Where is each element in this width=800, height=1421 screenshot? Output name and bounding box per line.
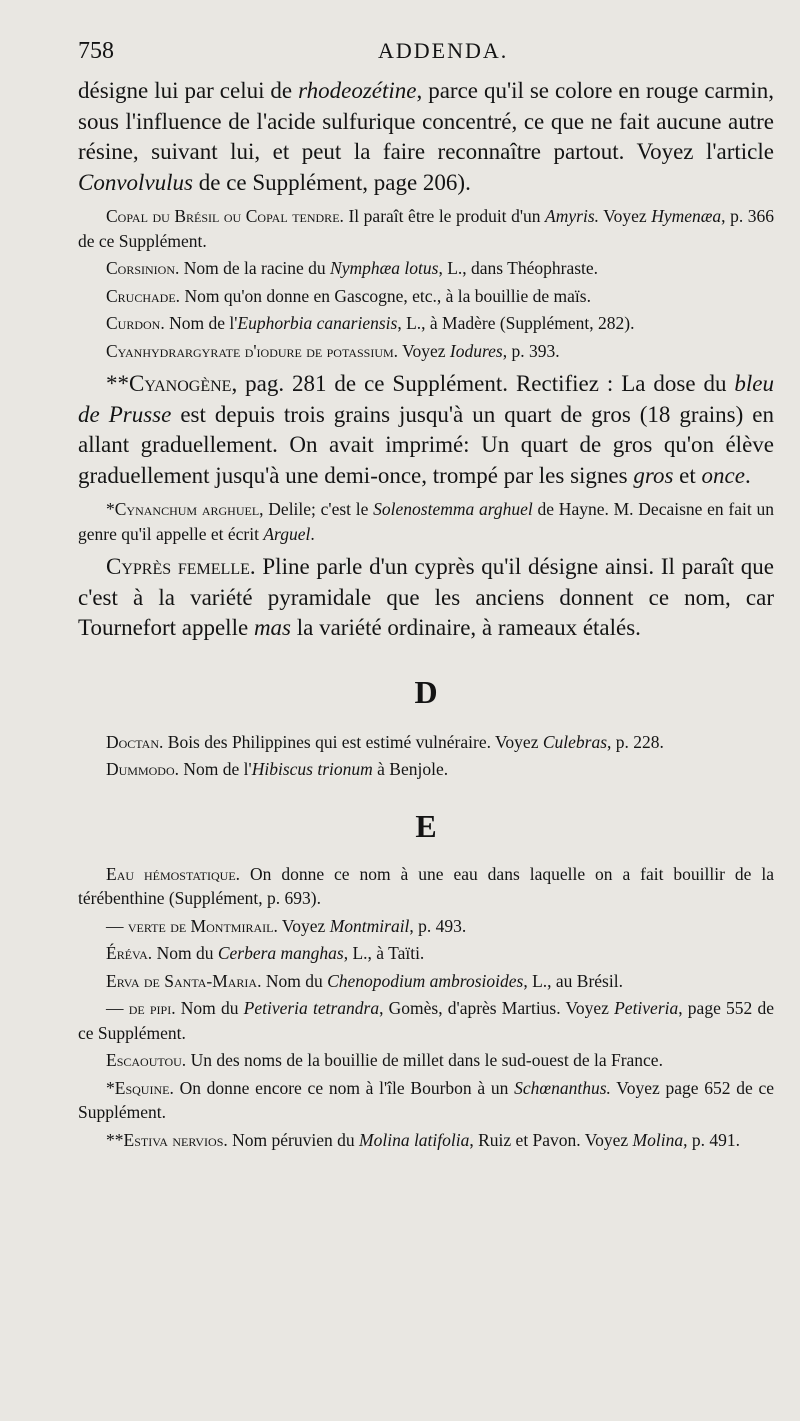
- text: Nom du: [175, 998, 244, 1018]
- italic-term: Molina latifolia: [359, 1129, 470, 1150]
- text: Pline parle d'un cyprès qu'il désigne ainsi. Il paraît que c'est à la variété pyramidale que les anciens donnent ce nom, car Tournefort appelle: [78, 554, 775, 640]
- text: , L., dans Théophraste.: [438, 258, 599, 278]
- entry-eau-hemostatique: [78, 862, 774, 911]
- page-header: [78, 38, 760, 72]
- entry-headword: Cynanchum arghuel: [114, 499, 260, 519]
- entry-curdon: [78, 311, 774, 336]
- entry-headword: Erva de Santa-Maria.: [106, 970, 262, 991]
- entry-headword: Cyprès femelle.: [106, 554, 256, 579]
- text: Nom péruvien du: [227, 1129, 360, 1150]
- entry-cyanhydrargyrate: [78, 339, 774, 364]
- text: Voyez: [398, 340, 450, 361]
- text: de Hayne. M. Decaisne en fait un genre qu'il appelle et écrit: [78, 499, 774, 544]
- entry-headword: Corsinion.: [106, 258, 180, 278]
- text: .: [744, 462, 751, 488]
- text: , Ruiz et Pavon. Voyez: [469, 1129, 633, 1150]
- text: , L., au Brésil.: [523, 970, 623, 991]
- section-letter-e: E: [415, 807, 437, 844]
- entry-headword: Doctan.: [106, 731, 164, 752]
- text: Bois des Philippines qui est estimé vulnéraire. Voyez: [163, 731, 543, 752]
- entry-erva-pipi: [78, 996, 774, 1045]
- italic-term: Petiveria: [614, 998, 679, 1018]
- entry-ereva: [78, 941, 774, 966]
- italic-term: Hibiscus trionum: [251, 759, 373, 779]
- entry-headword: Eau hémostatique.: [106, 863, 241, 884]
- text: , p. 491.: [683, 1129, 740, 1150]
- text: Nom de l': [164, 313, 238, 333]
- text: Voyez page 652 de ce Supplément.: [78, 1077, 774, 1122]
- italic-term: Euphorbia canariensis: [237, 313, 398, 333]
- text: Voyez: [599, 206, 652, 226]
- text: , L., à Madère (Supplément, 282).: [397, 313, 635, 333]
- italic-term: Convolvulus: [78, 169, 193, 195]
- section-letter-d: D: [414, 673, 438, 710]
- asterisk-mark: *: [106, 499, 115, 519]
- entry-headword: Esquine.: [114, 1077, 174, 1098]
- text: .: [310, 523, 315, 544]
- text: , p. 493.: [409, 915, 467, 936]
- asterisk-mark: *: [106, 1077, 115, 1098]
- italic-term: Arguel: [263, 523, 311, 544]
- text: , p. 393.: [502, 340, 560, 361]
- entry-cyanogene: [78, 369, 774, 491]
- text: de ce Supplément, page 206).: [193, 169, 471, 195]
- italic-term: rhodeozétine: [298, 78, 417, 103]
- page-content: [78, 76, 774, 1152]
- entry-estiva: [78, 1128, 774, 1153]
- italic-term: Amyris.: [545, 206, 599, 226]
- entry-headword: Cyanhydrargyrate d'iodure de potassium.: [106, 340, 399, 361]
- entry-headword: de pipi.: [128, 998, 176, 1018]
- running-head: ADDENDA.: [378, 38, 509, 63]
- italic-term: Hymenæa: [651, 206, 722, 226]
- text: , Delile; c'est le: [259, 499, 374, 519]
- dash-mark: —: [106, 915, 128, 936]
- asterisk-mark: **: [106, 1129, 124, 1150]
- text: On donne encore ce nom à l'île Bourbon à un: [173, 1077, 515, 1098]
- text: , Gomès, d'après Martius. Voyez: [379, 998, 615, 1018]
- entry-headword: Escaoutou.: [106, 1050, 187, 1070]
- entry-doctan: [78, 730, 774, 755]
- text: Un des noms de la bouillie de millet dans le sud-ouest de la France.: [186, 1050, 663, 1070]
- asterisk-mark: **: [106, 371, 129, 396]
- text: Nom du: [152, 943, 218, 963]
- italic-term: Molina: [632, 1129, 684, 1150]
- page-number: 758: [78, 38, 114, 64]
- text: Nom de l': [179, 759, 252, 779]
- entry-headword: Dummodo.: [106, 759, 180, 779]
- entry-headword: Éréva.: [106, 943, 153, 963]
- text: , p. 366 de ce Supplément.: [78, 206, 775, 251]
- italic-term: bleu de Prusse: [78, 371, 774, 427]
- entry-headword: verte de Montmirail.: [127, 915, 278, 936]
- text: Il paraît être le produit d'un: [343, 206, 546, 226]
- entry-cypres: [78, 552, 774, 644]
- text: , parce qu'il se colore en rouge carmin, sous l'influence de l'acide sulfurique concentré, ce que ne fait aucune autre résine, suivant lui, et peut la faire reconnaître partout. Voyez l'article: [78, 78, 774, 164]
- entry-headword: Cruchade.: [106, 285, 181, 306]
- text: Nom de la racine du: [179, 258, 331, 278]
- entry-dummodo: [78, 757, 774, 782]
- italic-term: mas: [253, 615, 291, 640]
- entry-cynanchum: [78, 497, 774, 546]
- text: , pag. 281 de ce Supplément. Rectifiez : La dose du: [231, 371, 735, 396]
- italic-term: Petiveria tetrandra: [243, 998, 380, 1018]
- text: , p. 228.: [607, 731, 664, 752]
- paragraph-rhodeozetine: [78, 76, 774, 198]
- entry-corsinion: [78, 256, 774, 281]
- entry-copal: [78, 204, 774, 253]
- italic-term: Montmirail: [329, 915, 410, 936]
- italic-term: Iodures: [449, 340, 503, 361]
- italic-term: Cerbera manghas: [217, 943, 344, 963]
- text: Voyez: [277, 915, 330, 936]
- entry-cruchade: [78, 284, 774, 309]
- text: et: [673, 462, 702, 488]
- text: Nom qu'on donne en Gascogne, etc., à la bouillie de maïs.: [180, 285, 591, 306]
- italic-term: Nymphæa lotus: [330, 258, 439, 278]
- text: désigne lui par celui de: [78, 78, 299, 103]
- text: la variété ordinaire, à rameaux étalés.: [291, 615, 641, 640]
- italic-term: Culebras: [542, 731, 608, 752]
- italic-term: Schœnanthus.: [514, 1077, 611, 1098]
- italic-term: Chenopodium ambrosioides: [327, 970, 524, 991]
- text: , page 552 de ce Supplément.: [78, 998, 774, 1043]
- entry-erva: [78, 969, 774, 994]
- entry-headword: Curdon.: [106, 313, 165, 333]
- dash-mark: —: [106, 998, 129, 1018]
- italic-term: Solenostemma arghuel: [373, 499, 533, 519]
- text: , L., à Taïti.: [343, 943, 425, 963]
- italic-term: once: [701, 462, 745, 488]
- text: à Benjole.: [372, 759, 449, 779]
- entry-headword: Copal du Brésil ou Copal tendre.: [106, 206, 344, 226]
- entry-esquine: [78, 1076, 774, 1125]
- entry-escaoutou: [78, 1048, 774, 1073]
- entry-eau-verte: [78, 914, 774, 939]
- text: est depuis trois grains jusqu'à un quart de gros (18 grains) en allant graduellement. On avait imprimé: Un quart de gros qu'on élève graduellement jusqu'à une demi-once, trompé par les signes: [78, 401, 775, 488]
- text: Nom du: [261, 970, 328, 991]
- italic-term: gros: [633, 462, 674, 488]
- entry-headword: Cyanogène: [129, 371, 232, 396]
- text: On donne ce nom à une eau dans laquelle on a fait bouillir de la térébenthine (Supplément, p. 693).: [78, 863, 774, 908]
- entry-headword: Estiva nervios.: [123, 1129, 228, 1150]
